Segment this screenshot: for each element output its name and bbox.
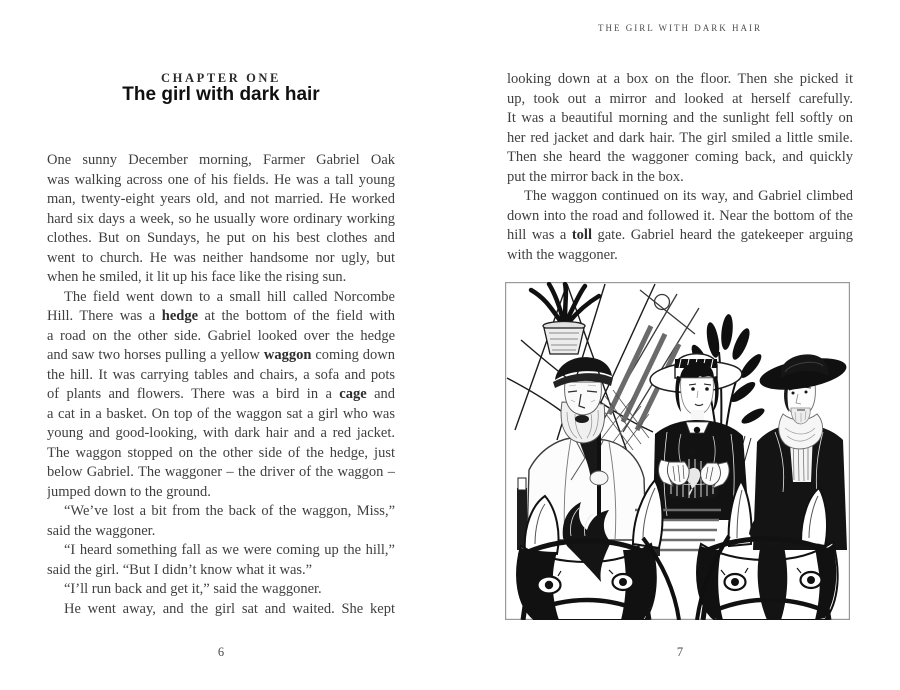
waggoner-hand (590, 471, 608, 485)
text-line: below Gabriel. The waggoner – the driver of the waggon – (47, 464, 395, 480)
text-line: hill was a toll gate. Gabriel heard the gatekeeper arguing (507, 227, 853, 243)
text-line: her red jacket and dark hair. The girl smiled a little smile. (507, 129, 853, 146)
open-mouth (575, 415, 589, 423)
text-line: clothes. But on Sundays, he put on his best clothes and (47, 230, 395, 246)
text-line: man, twenty-eight years old, and not married. He worked (47, 191, 395, 207)
text-line: of plants and flowers. There was a bird in a cage and (47, 386, 395, 402)
text-line: young and good-looking, with dark hair and a red jacket. (47, 425, 395, 441)
running-header: THE GIRL WITH DARK HAIR (598, 23, 762, 33)
text-line: put the mirror back in the box. (507, 168, 684, 185)
left-page-text (47, 151, 395, 619)
text-line: a cat in a basket. On top of the waggon sat a girl who was (47, 405, 395, 422)
page-right (507, 0, 853, 690)
text-line: up, took out a mirror and looked at herself carefully. (507, 90, 853, 107)
text-line: Then she heard the waggoner coming back, and quickly (507, 149, 853, 165)
text-line: with the waggoner. (507, 246, 618, 263)
page-number-right: 7 (676, 645, 684, 659)
text-line: and saw two horses pulling a yellow waggon coming down (47, 347, 395, 363)
text-line: The waggon stopped on the other side of the hedge, just (47, 444, 395, 461)
text-line: Hill. There was a hedge at the bottom of the field with (47, 308, 395, 324)
chapter-label: CHAPTER ONE (161, 71, 281, 85)
text-line: hard six days a week, so he usually wore ordinary working (47, 210, 395, 227)
text-line: jumped down to the ground. (47, 483, 211, 500)
text-line: said the girl. “But I didn’t know what it was.” (47, 561, 313, 578)
text-line: The waggon continued on its way, and Gabriel climbed (524, 188, 853, 204)
text-line: “I heard something fall as we were coming up the hill,” (64, 542, 395, 558)
page-left (47, 0, 395, 690)
text-line: when he smiled, it lit up his face like the rising sun. (47, 269, 347, 285)
text-line: said the waggoner. (47, 522, 156, 539)
text-line: down into the road and followed it. Near the bottom of the (507, 207, 853, 224)
text-line: looking down at a box on the floor. Then she picked it (507, 71, 853, 87)
chapter-illustration (505, 282, 850, 620)
text-line: went to church. He was neither handsome nor ugly, but (47, 249, 395, 266)
text-line: was walking across one of his fields. He was a tall young (47, 171, 395, 188)
text-line: The field went down to a small hill called Norcombe (64, 288, 395, 305)
text-line: One sunny December morning, Farmer Gabriel Oak (47, 152, 395, 168)
text-line: He went away, and the girl sat and waited. She kept (64, 600, 395, 617)
chapter-title: The girl with dark hair (122, 84, 320, 105)
text-line: “We’ve lost a bit from the back of the waggon, Miss,” (64, 503, 395, 519)
illustration-svg (505, 282, 850, 620)
text-line: It was a beautiful morning and the sunlight fell softly on (507, 110, 853, 126)
neck (691, 410, 704, 421)
text-line: the hill. It was carrying tables and chairs, a sofa and pots (47, 366, 395, 383)
page-number-left: 6 (217, 645, 225, 659)
text-line: a road on the other side. Gabriel looked over the hedge (47, 327, 395, 344)
right-page-text (507, 70, 853, 265)
text-line: “I’ll run back and get it,” said the waggoner. (64, 581, 322, 597)
